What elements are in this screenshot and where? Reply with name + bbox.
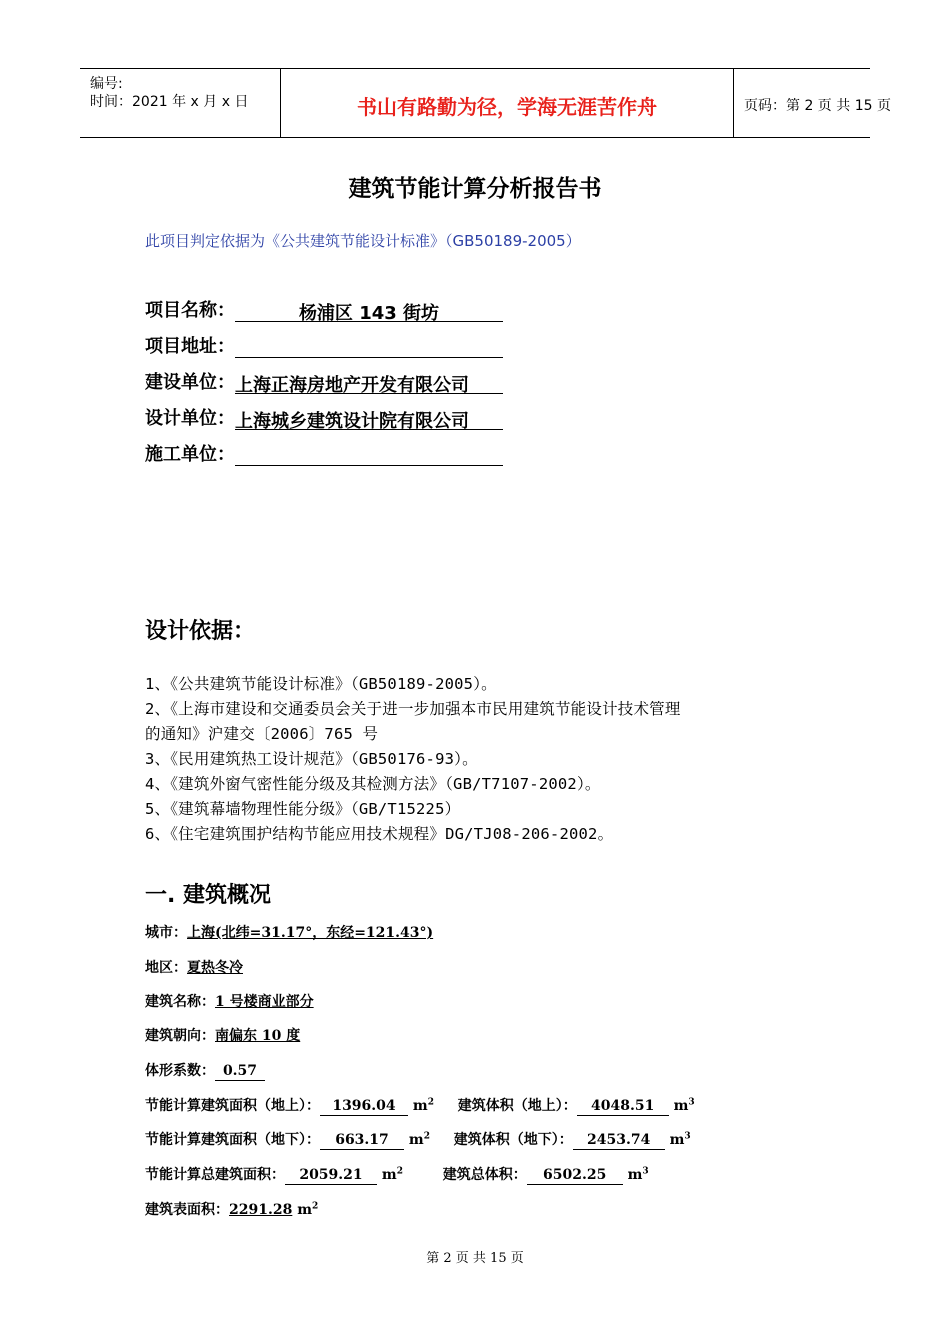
- project-address-label: 项目地址：: [145, 336, 235, 357]
- total-volume-label: 建筑总体积：: [442, 1167, 527, 1183]
- unit-m: m: [669, 1132, 685, 1148]
- shape-factor-label: 体形系数：: [145, 1063, 215, 1079]
- project-name-label: 项目名称：: [145, 300, 235, 321]
- surface-area-value: 2291.28: [229, 1202, 293, 1218]
- unit-exp: 3: [642, 1166, 649, 1177]
- builder-label: 建设单位：: [145, 372, 235, 393]
- surface-area-label: 建筑表面积：: [145, 1202, 229, 1218]
- designer-label: 设计单位：: [145, 408, 235, 429]
- orientation-row: [145, 1025, 300, 1045]
- unit-m: m: [381, 1167, 397, 1183]
- unit-m: m: [412, 1098, 428, 1114]
- building-name-row: [145, 991, 314, 1011]
- project-address-value: [235, 335, 503, 358]
- area-below-row: [145, 1129, 691, 1150]
- region-value: 夏热冬冷: [187, 960, 243, 976]
- orientation-label: 建筑朝向：: [145, 1028, 215, 1044]
- unit-m: m: [673, 1098, 689, 1114]
- designer-value: 上海城乡建筑设计院有限公司: [235, 407, 503, 430]
- project-address-row: [145, 332, 503, 358]
- volume-below-value: 2453.74: [573, 1132, 665, 1150]
- unit-exp: 2: [312, 1201, 319, 1212]
- unit-m: m: [297, 1202, 313, 1218]
- area-above-label: 节能计算建筑面积（地上）：: [145, 1098, 320, 1114]
- number-label: 编号:: [90, 76, 123, 92]
- constructor-row: [145, 440, 503, 466]
- unit-exp: 2: [396, 1166, 403, 1177]
- ref-item: 6、《住宅建筑围护结构节能应用技术规程》DG/TJ08-206-2002。: [145, 825, 614, 843]
- volume-below-label: 建筑体积（地下）：: [453, 1132, 573, 1148]
- motto: 书山有路勤为径，学海无涯苦作舟: [357, 95, 657, 119]
- unit-exp: 2: [423, 1131, 430, 1142]
- region-row: [145, 957, 243, 977]
- city-value: 上海(北纬=31.17°，东经=121.43°): [187, 925, 434, 941]
- unit-exp: 2: [427, 1097, 434, 1108]
- total-area-row: [145, 1164, 649, 1185]
- ref-item: 2、《上海市建设和交通委员会关于进一步加强本市民用建筑节能设计技术管理: [145, 700, 681, 718]
- unit-exp: 3: [688, 1097, 695, 1108]
- total-volume-value: 6502.25: [527, 1167, 623, 1185]
- area-above-row: [145, 1095, 695, 1116]
- volume-above-value: 4048.51: [577, 1098, 669, 1116]
- unit-m: m: [408, 1132, 424, 1148]
- total-area-value: 2059.21: [285, 1167, 377, 1185]
- area-below-label: 节能计算建筑面积（地下）：: [145, 1132, 320, 1148]
- constructor-value: [235, 443, 503, 466]
- header-meta: [80, 69, 280, 137]
- page-footer: 第 2 页 共 15 页: [426, 1251, 524, 1266]
- orientation-value: 南偏东 10 度: [215, 1028, 301, 1044]
- basis-line: 此项目判定依据为《公共建筑节能设计标准》（GB50189-2005）: [145, 232, 581, 250]
- building-name-label: 建筑名称：: [145, 994, 215, 1010]
- project-name-value: 杨浦区 143 街坊: [235, 299, 503, 322]
- ref-item: 4、《建筑外窗气密性能分级及其检测方法》（GB/T7107-2002）。: [145, 775, 601, 793]
- builder-value: 上海正海房地产开发有限公司: [235, 371, 503, 394]
- design-basis-heading: 设计依据：: [145, 619, 256, 644]
- page-info: 页码：第 2 页 共 15 页: [744, 98, 891, 114]
- ref-item: 1、《公共建筑节能设计标准》（GB50189-2005）。: [145, 675, 497, 693]
- city-row: [145, 922, 433, 942]
- builder-row: [145, 368, 503, 394]
- unit-m: m: [627, 1167, 643, 1183]
- designer-row: [145, 404, 503, 430]
- ref-item: 3、《民用建筑热工设计规范》（GB50176-93）。: [145, 750, 478, 768]
- shape-factor-row: [145, 1060, 265, 1081]
- surface-area-row: [145, 1199, 318, 1219]
- shape-factor-value: 0.57: [215, 1063, 265, 1081]
- area-above-value: 1396.04: [320, 1098, 408, 1116]
- volume-above-label: 建筑体积（地上）：: [457, 1098, 577, 1114]
- time-label: 时间：2021 年 x 月 x 日: [90, 94, 249, 110]
- city-label: 城市：: [145, 925, 187, 941]
- project-name-row: [145, 296, 503, 322]
- ref-item: 的通知》沪建交〔2006〕765 号: [145, 725, 379, 743]
- region-label: 地区：: [145, 960, 187, 976]
- report-title: 建筑节能计算分析报告书: [348, 176, 602, 202]
- header-motto-cell: [280, 69, 734, 137]
- header-page-cell: [734, 69, 891, 137]
- area-below-value: 663.17: [320, 1132, 404, 1150]
- page-header: [80, 68, 891, 138]
- unit-exp: 3: [684, 1131, 691, 1142]
- overview-heading: 一. 建筑概况: [145, 883, 272, 908]
- total-area-label: 节能计算总建筑面积：: [145, 1167, 285, 1183]
- constructor-label: 施工单位：: [145, 444, 235, 465]
- ref-item: 5、《建筑幕墙物理性能分级》（GB/T15225）: [145, 800, 461, 818]
- building-name-value: 1 号楼商业部分: [215, 994, 314, 1010]
